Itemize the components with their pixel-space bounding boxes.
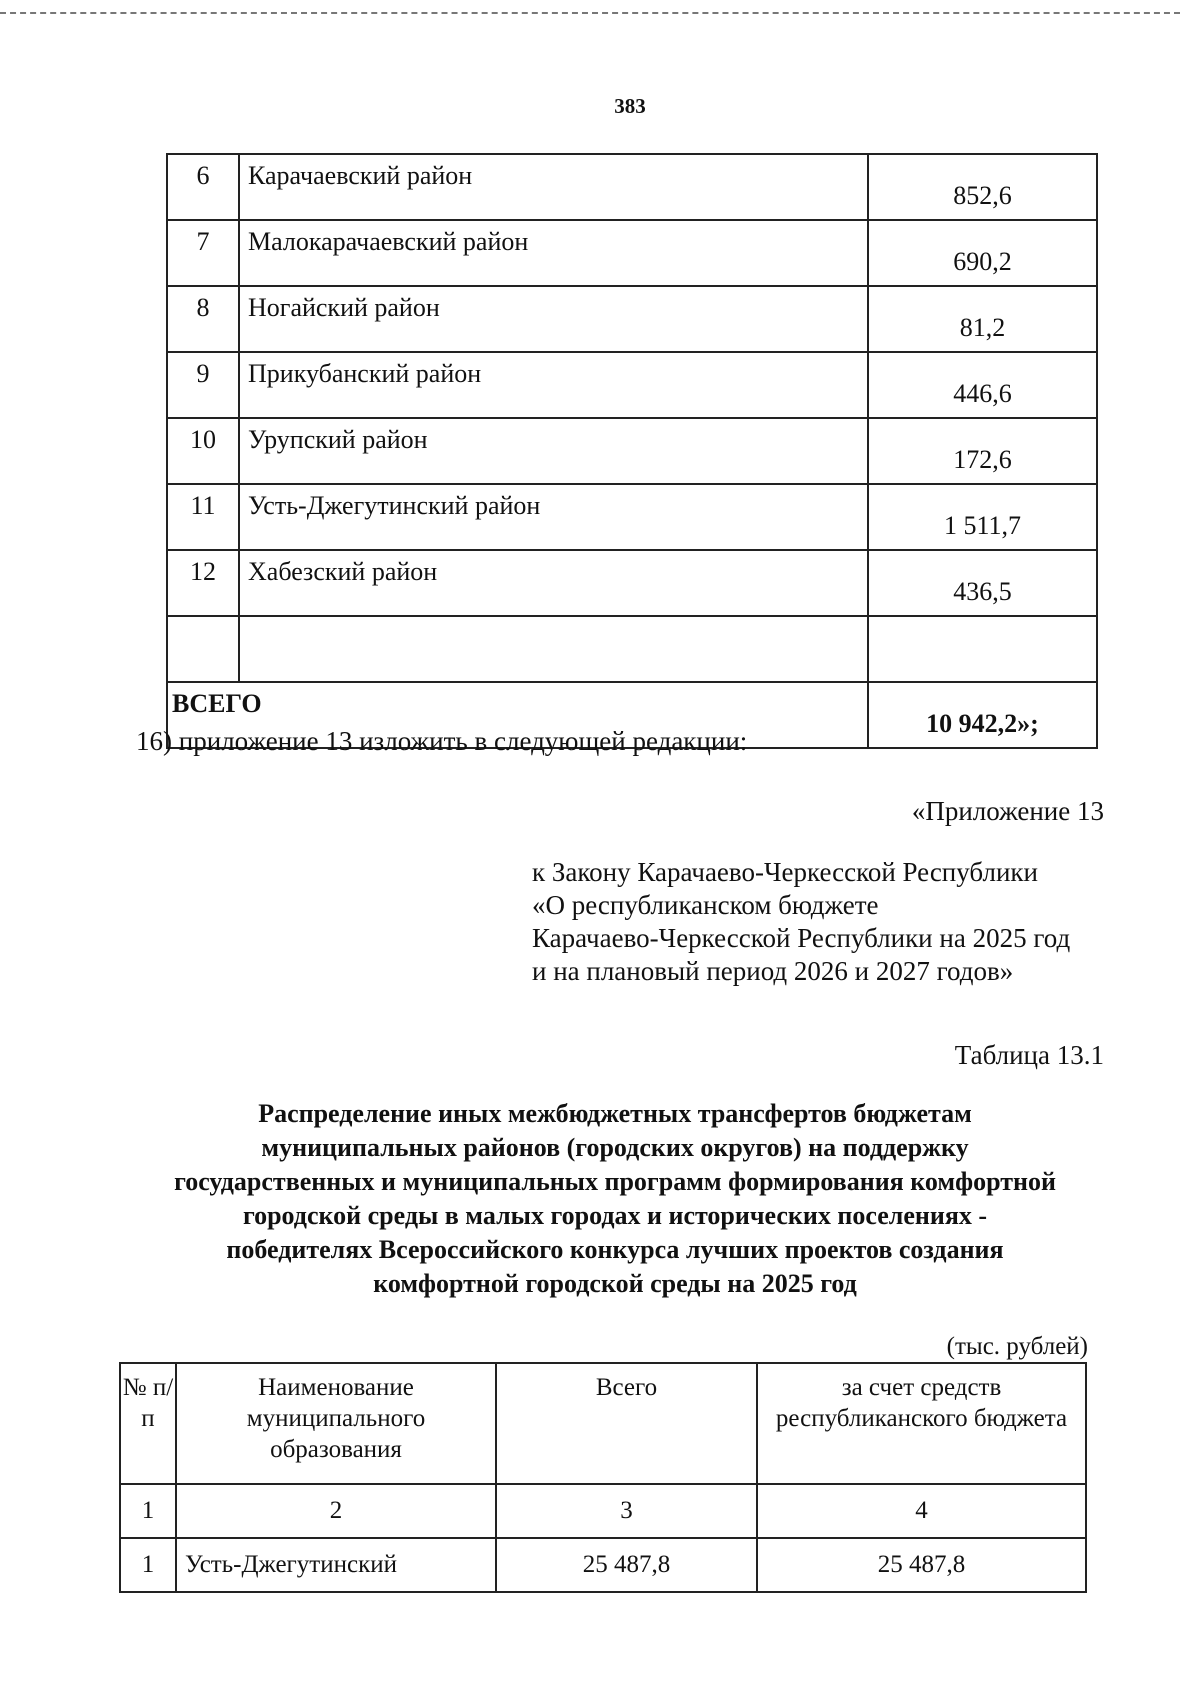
table-header-row — [120, 1363, 1086, 1484]
law-line: Карачаево-Черкесской Республики на 2025 год — [532, 923, 1071, 953]
column-number: 2 — [176, 1484, 496, 1538]
title-line: государственных и муниципальных программ формирования комфортной — [174, 1167, 1056, 1196]
total-value: 10 942,2»; — [868, 682, 1097, 748]
table-row — [167, 418, 1097, 484]
title-line: комфортной городской среды на 2025 год — [373, 1269, 857, 1298]
row-num: 6 — [167, 154, 239, 220]
row-name: Карачаевский район — [239, 154, 868, 220]
page-number: 383 — [614, 94, 646, 118]
row-num: 8 — [167, 286, 239, 352]
law-line: и на плановый период 2026 и 2027 годов» — [532, 956, 1014, 986]
appendix-heading: «Приложение 13 — [911, 796, 1104, 826]
row-value: 436,5 — [868, 550, 1097, 616]
title-line: Распределение иных межбюджетных трансфертов бюджетам — [258, 1099, 972, 1128]
row-name: Усть-Джегутинский район — [239, 484, 868, 550]
header-name: Наименование муниципального образования — [176, 1363, 496, 1484]
table-row-empty — [167, 616, 1097, 682]
table-row — [167, 286, 1097, 352]
row-value: 690,2 — [868, 220, 1097, 286]
row-num: 9 — [167, 352, 239, 418]
row-num: 10 — [167, 418, 239, 484]
table-row — [167, 352, 1097, 418]
row-num: 1 — [120, 1538, 176, 1592]
table-row — [167, 484, 1097, 550]
districts-table — [166, 153, 1098, 749]
table-row — [120, 1538, 1086, 1592]
column-number: 1 — [120, 1484, 176, 1538]
law-line: к Закону Карачаево-Черкесской Республики — [532, 857, 1038, 887]
appendix-law-reference — [532, 856, 1070, 988]
row-value: 1 511,7 — [868, 484, 1097, 550]
row-value: 81,2 — [868, 286, 1097, 352]
row-republic: 25 487,8 — [757, 1538, 1086, 1592]
paragraph-16: 16) приложение 13 изложить в следующей редакции: — [136, 726, 748, 756]
table-row — [167, 550, 1097, 616]
row-num: 12 — [167, 550, 239, 616]
scan-edge-line — [0, 12, 1180, 14]
row-num: 7 — [167, 220, 239, 286]
document-title — [120, 1097, 1110, 1301]
table-row — [167, 154, 1097, 220]
title-line: городской среды в малых городах и исторических поселениях - — [242, 1201, 988, 1230]
header-total: Всего — [496, 1363, 757, 1484]
header-num: № п/п — [120, 1363, 176, 1484]
column-number: 4 — [757, 1484, 1086, 1538]
law-line: «О республиканском бюджете — [532, 890, 879, 920]
unit-label: (тыс. рублей) — [946, 1333, 1088, 1360]
transfers-table — [119, 1362, 1087, 1593]
total-label: ВСЕГО — [167, 682, 868, 748]
row-name: Прикубанский район — [239, 352, 868, 418]
table-label: Таблица 13.1 — [954, 1040, 1104, 1070]
row-name: Урупский район — [239, 418, 868, 484]
row-name: Малокарачаевский район — [239, 220, 868, 286]
column-number-row — [120, 1484, 1086, 1538]
row-name: Ногайский район — [239, 286, 868, 352]
row-name: Хабезский район — [239, 550, 868, 616]
row-total: 25 487,8 — [496, 1538, 757, 1592]
row-value: 446,6 — [868, 352, 1097, 418]
header-republic: за счет средств республиканского бюджета — [757, 1363, 1086, 1484]
row-num: 11 — [167, 484, 239, 550]
table-row — [167, 220, 1097, 286]
title-line: победителях Всероссийского конкурса лучших проектов создания — [226, 1235, 1004, 1264]
row-value: 852,6 — [868, 154, 1097, 220]
column-number: 3 — [496, 1484, 757, 1538]
title-line: муниципальных районов (городских округов) на поддержку — [261, 1133, 969, 1162]
row-value: 172,6 — [868, 418, 1097, 484]
row-name: Усть-Джегутинский — [176, 1538, 496, 1592]
